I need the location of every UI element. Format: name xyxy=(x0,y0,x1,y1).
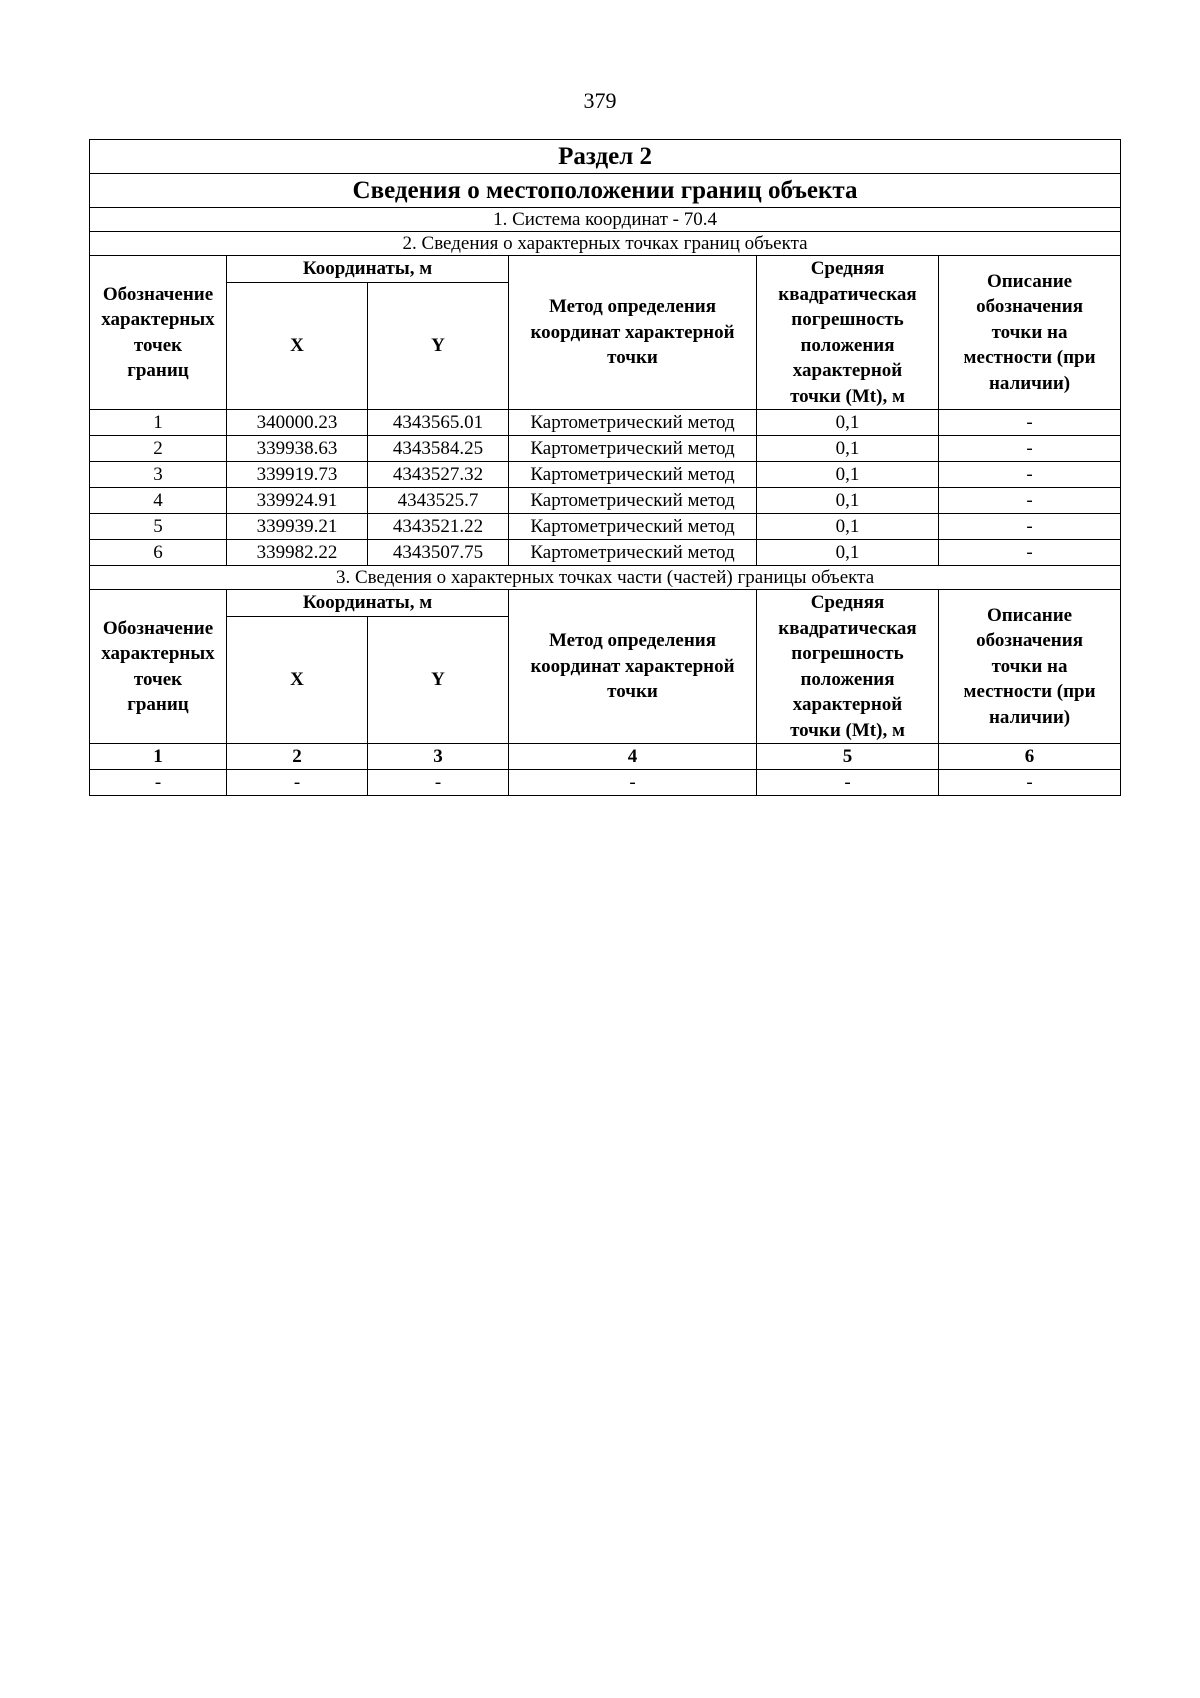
cell-method: Картометрический метод xyxy=(509,540,757,566)
cell-point: 6 xyxy=(90,540,227,566)
section-subtitle: Сведения о местоположении границ объекта xyxy=(90,174,1121,208)
cell-description: - xyxy=(939,462,1121,488)
cell-error: 0,1 xyxy=(757,410,939,436)
cell-y: 4343525.7 xyxy=(368,488,509,514)
cell-x: 339924.91 xyxy=(227,488,368,514)
header-method: Метод определения координат характерной точки xyxy=(509,256,757,410)
cell-x: 340000.23 xyxy=(227,410,368,436)
header-x: X xyxy=(227,283,368,410)
column-number-row xyxy=(90,744,1121,770)
header-coordinates: Координаты, м xyxy=(227,256,509,283)
cell-y: 4343565.01 xyxy=(368,410,509,436)
header-coordinates: Координаты, м xyxy=(227,590,509,617)
table-row xyxy=(90,514,1121,540)
cell-point: 5 xyxy=(90,514,227,540)
cell-y: 4343584.25 xyxy=(368,436,509,462)
boundary-table xyxy=(89,139,1121,796)
cell-error: 0,1 xyxy=(757,514,939,540)
cell-error: 0,1 xyxy=(757,436,939,462)
cell-method: Картометрический метод xyxy=(509,488,757,514)
cell-method: - xyxy=(509,770,757,796)
header-point-description: Описание обозначения точки на местности (при наличии) xyxy=(939,590,1121,744)
cell-description: - xyxy=(939,436,1121,462)
column-number: 5 xyxy=(757,744,939,770)
cell-point: 3 xyxy=(90,462,227,488)
column-number: 1 xyxy=(90,744,227,770)
column-number: 4 xyxy=(509,744,757,770)
table-row xyxy=(90,488,1121,514)
cell-point: 2 xyxy=(90,436,227,462)
header-method: Метод определения координат характерной точки xyxy=(509,590,757,744)
cell-method: Картометрический метод xyxy=(509,410,757,436)
header-point-designation: Обозначение характерных точек границ xyxy=(90,590,227,744)
page-number: 379 xyxy=(583,88,617,113)
column-number: 6 xyxy=(939,744,1121,770)
table-row xyxy=(90,462,1121,488)
table2-caption: 3. Сведения о характерных точках части (частей) границы объекта xyxy=(90,566,1121,590)
coordinate-system-line: 1. Система координат - 70.4 xyxy=(90,208,1121,232)
header-y: Y xyxy=(368,283,509,410)
cell-point: 4 xyxy=(90,488,227,514)
table-row xyxy=(90,770,1121,796)
table-row xyxy=(90,410,1121,436)
cell-method: Картометрический метод xyxy=(509,462,757,488)
cell-x: 339939.21 xyxy=(227,514,368,540)
cell-x: 339938.63 xyxy=(227,436,368,462)
cell-error: 0,1 xyxy=(757,462,939,488)
section-title: Раздел 2 xyxy=(90,140,1121,174)
cell-description: - xyxy=(939,514,1121,540)
header-mean-square-error: Средняя квадратическая погрешность положения характерной точки (Mt), м xyxy=(757,256,939,410)
header-point-designation: Обозначение характерных точек границ xyxy=(90,256,227,410)
cell-error: 0,1 xyxy=(757,540,939,566)
header-mean-square-error: Средняя квадратическая погрешность положения характерной точки (Mt), м xyxy=(757,590,939,744)
table1-caption: 2. Сведения о характерных точках границ объекта xyxy=(90,232,1121,256)
cell-error: - xyxy=(757,770,939,796)
table-row xyxy=(90,540,1121,566)
cell-description: - xyxy=(939,770,1121,796)
cell-description: - xyxy=(939,488,1121,514)
table-row xyxy=(90,436,1121,462)
header-y: Y xyxy=(368,617,509,744)
cell-error: 0,1 xyxy=(757,488,939,514)
column-number: 2 xyxy=(227,744,368,770)
cell-y: 4343507.75 xyxy=(368,540,509,566)
cell-x: - xyxy=(227,770,368,796)
cell-point: 1 xyxy=(90,410,227,436)
cell-method: Картометрический метод xyxy=(509,436,757,462)
cell-y: 4343521.22 xyxy=(368,514,509,540)
cell-y: 4343527.32 xyxy=(368,462,509,488)
header-x: X xyxy=(227,617,368,744)
header-point-description: Описание обозначения точки на местности (при наличии) xyxy=(939,256,1121,410)
cell-x: 339919.73 xyxy=(227,462,368,488)
cell-point: - xyxy=(90,770,227,796)
cell-x: 339982.22 xyxy=(227,540,368,566)
cell-description: - xyxy=(939,410,1121,436)
column-number: 3 xyxy=(368,744,509,770)
cell-description: - xyxy=(939,540,1121,566)
cell-method: Картометрический метод xyxy=(509,514,757,540)
cell-y: - xyxy=(368,770,509,796)
